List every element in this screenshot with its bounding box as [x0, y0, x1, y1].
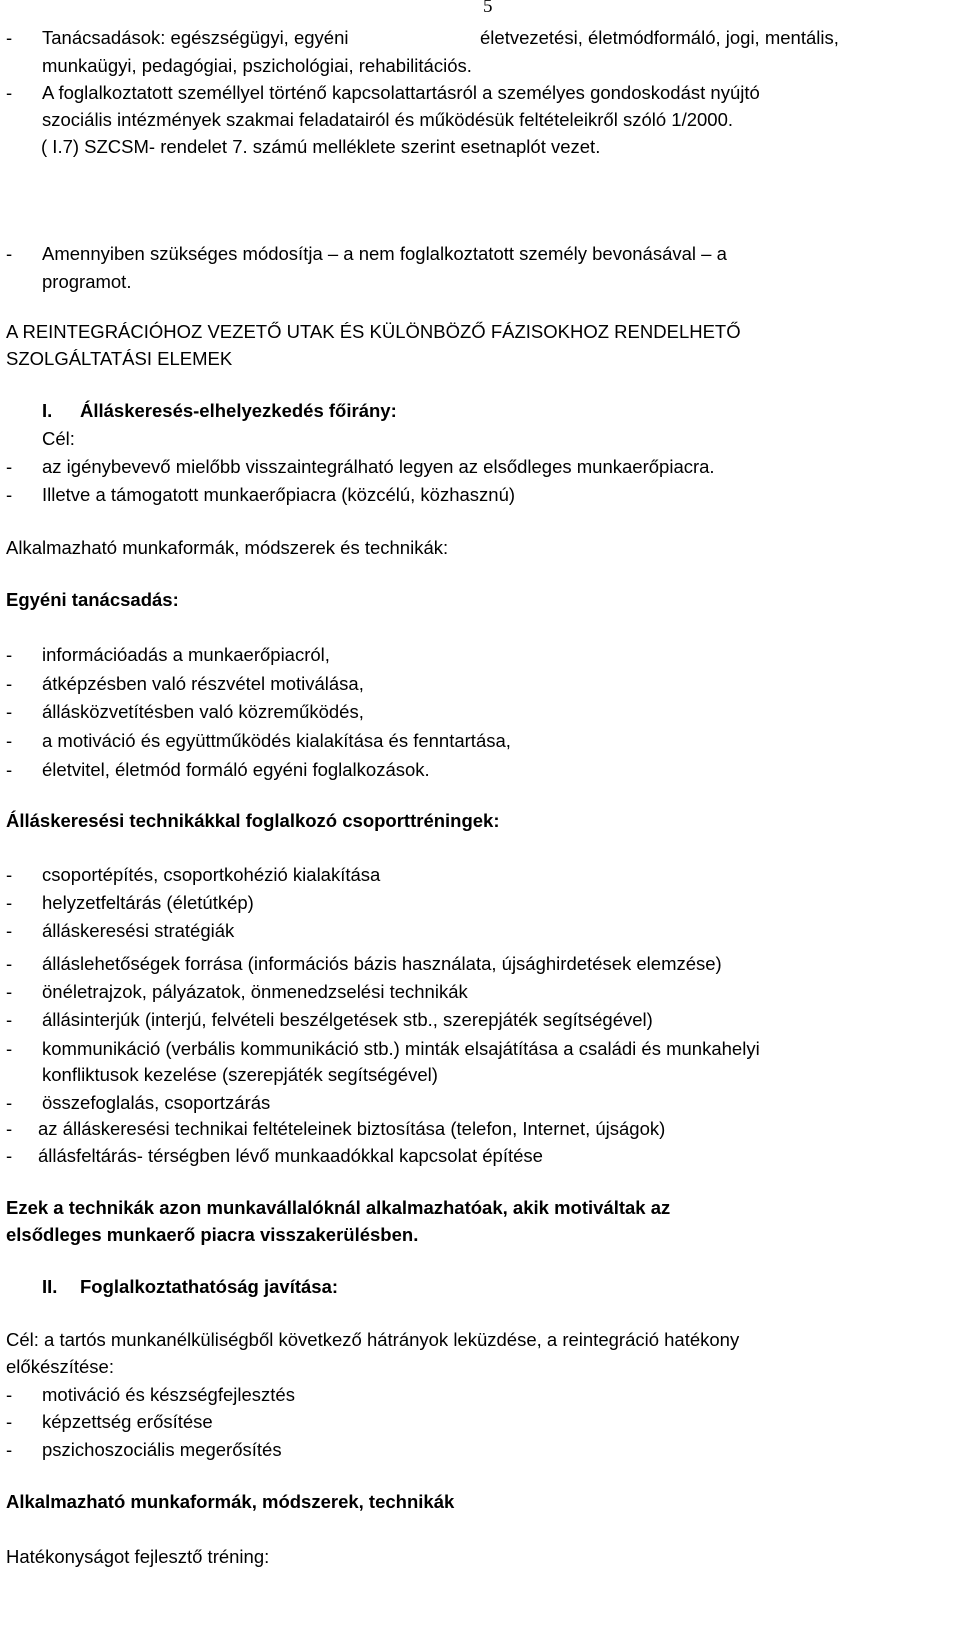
paragraph: előkészítése:	[6, 1356, 114, 1377]
bullet-dash: -	[6, 920, 13, 941]
list-item: pszichoszociális megerősítés	[42, 1439, 282, 1460]
bullet-dash: -	[6, 82, 13, 103]
section-title: Foglalkoztathatóság javítása:	[80, 1276, 339, 1297]
paragraph: Alkalmazható munkaformák, módszerek és technikák:	[6, 537, 449, 558]
list-item: a motiváció és együttműködés kialakítása és fenntartása,	[42, 730, 511, 751]
list-item: az igénybevevő mielőbb visszaintegrálható legyen az elsődleges munkaerőpiacra.	[42, 456, 715, 477]
list-item: összefoglalás, csoportzárás	[42, 1092, 271, 1113]
text-line: programot.	[42, 271, 132, 292]
bullet-dash: -	[6, 864, 13, 885]
bullet-dash: -	[6, 1009, 13, 1030]
list-item: átképzésben való részvétel motiválása,	[42, 673, 364, 694]
bullet-dash: -	[6, 673, 13, 694]
bullet-dash: -	[6, 1411, 13, 1432]
bullet-dash: -	[6, 456, 13, 477]
text-line: munkaügyi, pedagógiai, pszichológiai, rehabilitációs.	[42, 55, 472, 76]
list-item: Illetve a támogatott munkaerőpiacra (közcélú, közhasznú)	[42, 484, 516, 505]
text-line: szociális intézmények szakmai feladatairól és működésük feltételeikről szóló 1/2000.	[42, 109, 734, 130]
bullet-dash: -	[6, 644, 13, 665]
list-item: kommunikáció (verbális kommunikáció stb.) minták elsajátítása a családi és munkahelyi	[42, 1038, 760, 1059]
list-item: az álláskeresési technikai feltételeinek biztosítása (telefon, Internet, újságok)	[38, 1118, 666, 1139]
bullet-dash: -	[6, 27, 13, 48]
bullet-dash: -	[6, 1439, 13, 1460]
bullet-dash: -	[6, 1118, 13, 1139]
text-line: életvezetési, életmódformáló, jogi, mentális,	[480, 27, 839, 48]
list-item: képzettség erősítése	[42, 1411, 213, 1432]
subheading: Egyéni tanácsadás:	[6, 589, 179, 610]
goal-label: Cél:	[42, 428, 75, 449]
bullet-dash: -	[6, 981, 13, 1002]
text-line: Tanácsadások: egészségügyi, egyéni	[42, 27, 349, 48]
section-heading: A REINTEGRÁCIÓHOZ VEZETŐ UTAK ÉS KÜLÖNBÖZŐ FÁZISOKHOZ RENDELHETŐ	[6, 321, 741, 342]
list-item: álláskeresési stratégiák	[42, 920, 235, 941]
text-line: ( I.7) SZCSM- rendelet 7. számú melléklete szerint esetnaplót vezet.	[41, 136, 601, 157]
note: Ezek a technikák azon munkavállalóknál alkalmazhatóak, akik motiváltak az	[6, 1197, 671, 1218]
text-line: Amennyiben szükséges módosítja – a nem foglalkoztatott személy bevonásával – a	[42, 243, 727, 264]
bullet-dash: -	[6, 484, 13, 505]
paragraph: Hatékonyságot fejlesztő tréning:	[6, 1546, 270, 1567]
note: elsődleges munkaerő piacra visszakerülésben.	[6, 1224, 419, 1245]
subheading: Alkalmazható munkaformák, módszerek, technikák	[6, 1491, 455, 1512]
list-item: állásközvetítésben való közreműködés,	[42, 701, 364, 722]
section-number: II.	[42, 1276, 58, 1297]
bullet-dash: -	[6, 730, 13, 751]
list-item: helyzetfeltárás (életútkép)	[42, 892, 254, 913]
section-heading: SZOLGÁLTATÁSI ELEMEK	[6, 348, 233, 369]
bullet-dash: -	[6, 701, 13, 722]
list-item: motiváció és készségfejlesztés	[42, 1384, 295, 1405]
list-item: önéletrajzok, pályázatok, önmenedzselési technikák	[42, 981, 468, 1002]
bullet-dash: -	[6, 1384, 13, 1405]
list-item: állásinterjúk (interjú, felvételi beszélgetések stb., szerepjáték segítségével)	[42, 1009, 653, 1030]
bullet-dash: -	[6, 1038, 13, 1059]
text-line: A foglalkoztatott személlyel történő kapcsolattartásról a személyes gondoskodást nyújtó	[42, 82, 760, 103]
bullet-dash: -	[6, 759, 13, 780]
list-item: állásfeltárás- térségben lévő munkaadókkal kapcsolat építése	[38, 1145, 543, 1166]
list-item: konfliktusok kezelése (szerepjáték segítségével)	[42, 1064, 438, 1085]
list-item: információadás a munkaerőpiacról,	[42, 644, 330, 665]
list-item: álláslehetőségek forrása (információs bázis használata, újsághirdetések elemzése)	[42, 953, 722, 974]
section-number: I.	[42, 400, 53, 421]
bullet-dash: -	[6, 1145, 13, 1166]
section-title: Álláskeresés-elhelyezkedés főirány:	[80, 400, 397, 421]
bullet-dash: -	[6, 1092, 13, 1113]
paragraph: Cél: a tartós munkanélküliségből következő hátrányok leküzdése, a reintegráció hatékony	[6, 1329, 740, 1350]
bullet-dash: -	[6, 243, 13, 264]
bullet-dash: -	[6, 892, 13, 913]
list-item: csoportépítés, csoportkohézió kialakítása	[42, 864, 381, 885]
bullet-dash: -	[6, 953, 13, 974]
subheading: Álláskeresési technikákkal foglalkozó csoporttréningek:	[6, 810, 500, 831]
list-item: életvitel, életmód formáló egyéni foglalkozások.	[42, 759, 430, 780]
page-number: 5	[483, 0, 493, 17]
